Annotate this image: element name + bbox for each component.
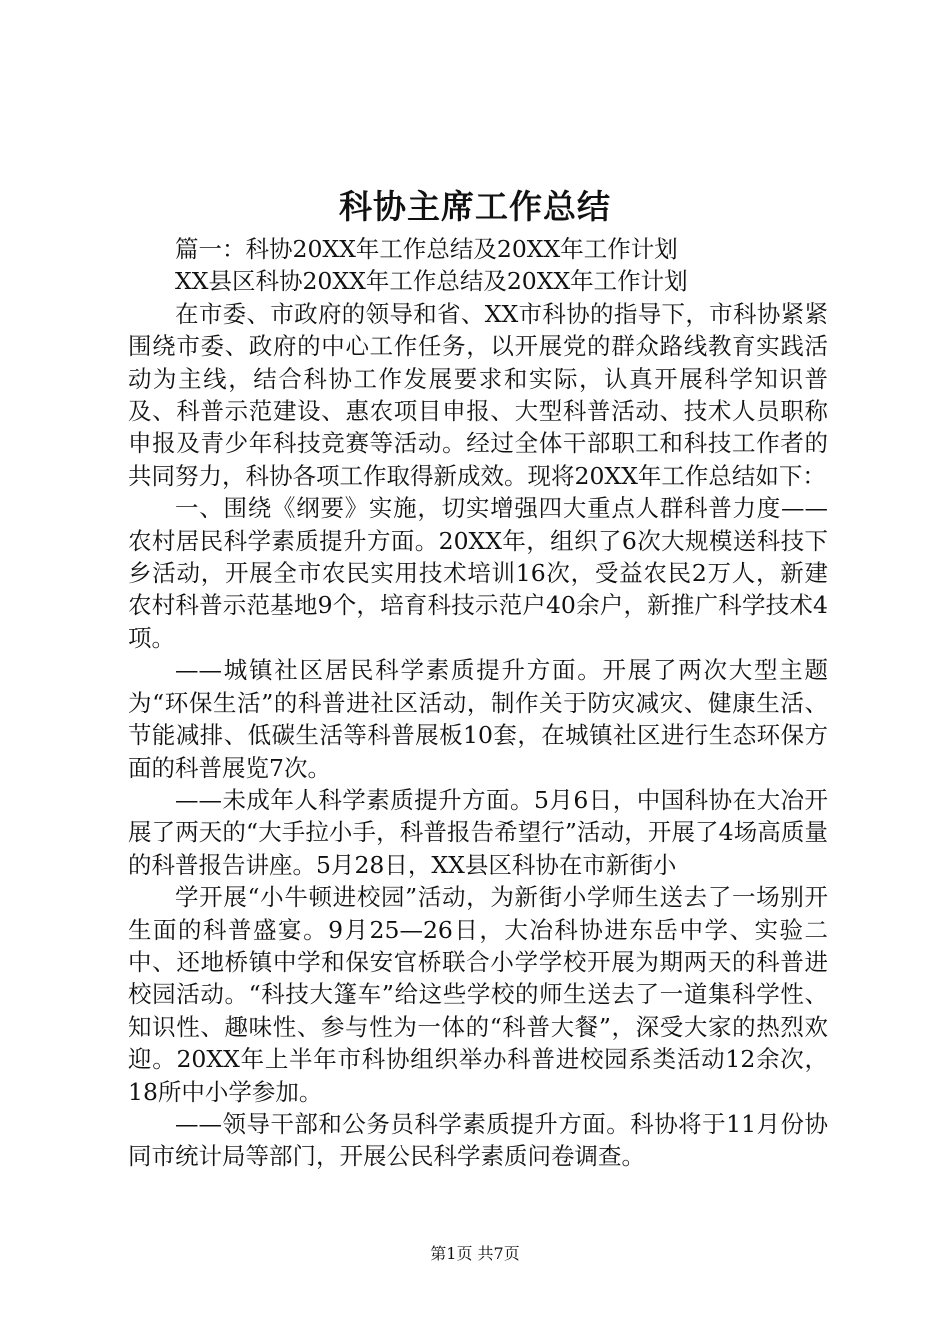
- page-footer: 第1页 共7页: [430, 1244, 520, 1263]
- paragraph-subtitle: XX县区科协20XX年工作总结及20XX年工作计划: [175, 267, 688, 296]
- paragraph-section-heading: 篇一：科协20XX年工作总结及20XX年工作计划: [175, 235, 678, 263]
- paragraph-schools: 学开展“小牛顿进校园”活动，为新街小学师生送去了一场别开生面的科普盛宴。9月25—26日，大冶科协进东岳中学、实验二中、还地桥镇中学和保安官桥联合小学学校开展为期两天的科普进校园活动。“科技大篷车”给这些学校的师生送去了一道集科学性、知识性、趣味性、参与性为一体的“科普大餐”，深受大家的热烈欢迎。20XX年上半年市科协组织举办科普进校园系类活动12余次，18所中小学参加。: [128, 883, 828, 1106]
- paragraph-intro: 在市委、市政府的领导和省、XX市科协的指导下，市科协紧紧围绕市委、政府的中心工作任务，以开展党的群众路线教育实践活动为主线，结合科协工作发展要求和实际，认真开展科学知识普及、科普示范建设、惠农项目申报、大型科普活动、技术人员职称申报及青少年科技竞赛等活动。经过全体干部职工和科技工作者的共同努力，科协各项工作取得新成效。现将20XX年工作总结如下：: [128, 299, 828, 490]
- document-body: [128, 233, 828, 1173]
- paragraph-urban: ——城镇社区居民科学素质提升方面。开展了两次大型主题为“环保生活”的科普进社区活动，制作关于防灾减灾、健康生活、节能减排、低碳生活等科普展板10套，在城镇社区进行生态环保方面的科普展览7次。: [128, 656, 828, 782]
- paragraph-minors: ——未成年人科学素质提升方面。5月6日，中国科协在大冶开展了两天的“大手拉小手，科普报告希望行”活动，开展了4场高质量的科普报告讲座。5月28日，XX县区科协在市新街小: [128, 785, 828, 879]
- paragraph-rural: 一、围绕《纲要》实施，切实增强四大重点人群科普力度——农村居民科学素质提升方面。20XX年，组织了6次大规模送科技下乡活动，开展全市农民实用技术培训16次，受益农民2万人，新建农村科普示范基地9个，培育科技示范户40余户，新推广科学技术4项。: [128, 494, 828, 652]
- document-title: 科协主席工作总结: [339, 187, 611, 226]
- paragraph-officials: ——领导干部和公务员科学素质提升方面。科协将于11月份协同市统计局等部门，开展公民科学素质问卷调查。: [128, 1109, 828, 1171]
